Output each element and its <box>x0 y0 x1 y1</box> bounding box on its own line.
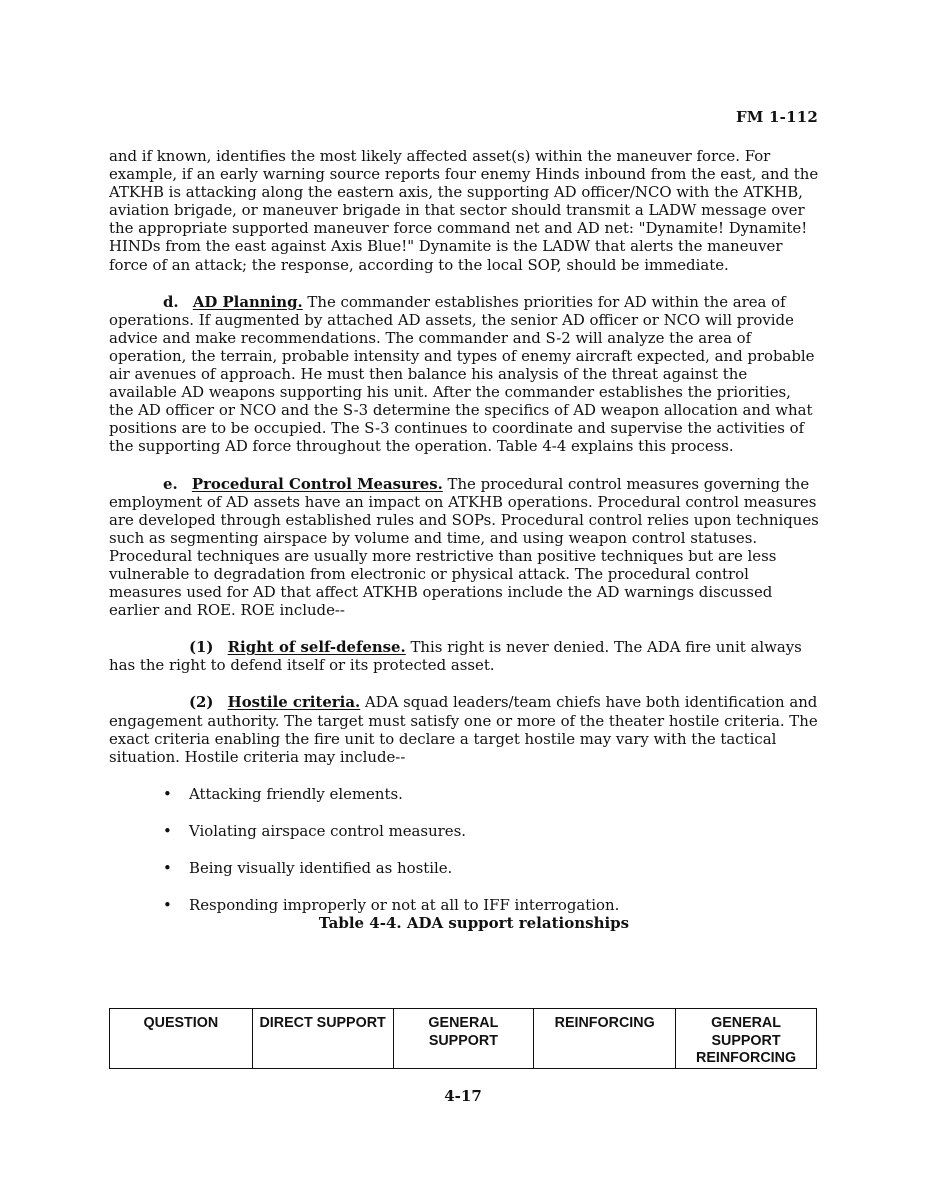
item-1-paragraph <box>109 638 819 674</box>
hostile-criteria-list <box>109 785 819 914</box>
section-e-paragraph <box>109 475 819 620</box>
list-item <box>109 822 819 840</box>
section-d-label: d. <box>163 292 179 311</box>
list-item <box>109 785 819 803</box>
list-item-text: Attacking friendly elements. <box>189 784 403 803</box>
section-e-heading: Procedural Control Measures. <box>191 474 443 493</box>
bullet-icon: • <box>163 896 172 915</box>
ada-support-table <box>109 1008 817 1069</box>
section-d-text: The commander establishes priorities for AD within the area of operations. If augmented by attached AD assets, the senior AD officer or NCO will provide advice and make recommendations. The commander and S-2 will analyze the area of operation, the terrain, probable intensity and types of enemy aircraft expected, and probable air avenues of approach. He must then balance his analysis of the threat against the available AD weapons supporting his unit. After the commander establishes the priorities, the AD officer or NCO and the S-3 determine the specifics of AD weapon allocation and what positions are to be occupied. The S-3 continues to coordinate and supervise the activities of the supporting AD force throughout the operation. Table 4-4 explains this process. <box>109 292 815 456</box>
section-d-heading: AD Planning. <box>192 292 303 311</box>
list-item <box>109 859 819 877</box>
page-body <box>109 147 819 932</box>
table-header-cell: DIRECT SUPPORT <box>252 1009 393 1069</box>
section-e-label: e. <box>163 474 178 493</box>
bullet-icon: • <box>163 784 172 803</box>
table-header-cell: GENERAL SUPPORT REINFORCING <box>676 1009 817 1069</box>
document-id-header: FM 1-112 <box>735 108 818 126</box>
bullet-icon: • <box>163 859 172 877</box>
table-title: Table 4-4. ADA support relationships <box>318 914 630 933</box>
table-header-row <box>110 1009 817 1069</box>
table-header-cell: GENERAL SUPPORT <box>393 1009 534 1069</box>
list-item <box>109 896 819 914</box>
item-2-text: ADA squad leaders/team chiefs have both identification and engagement authority. The target must satisfy one or more of the theater hostile criteria. The exact criteria enabling the fire unit to declare a target hostile may vary with the tactical situation. Hostile criteria may include-- <box>109 693 818 766</box>
section-d-paragraph <box>109 293 819 456</box>
list-item-text: Being visually identified as hostile. <box>189 859 453 877</box>
continuation-paragraph: and if known, identifies the most likely affected asset(s) within the maneuver force. For example, if an early warning source reports four enemy Hinds inbound from the east, and the ATKHB is attacking along the eastern axis, the supporting AD officer/NCO with the ATKHB, aviation brigade, or maneuver brigade in that sector should transmit a LADW message over the appropriate supported maneuver force command net and AD net: "Dynamite! Dynamite! HINDs from the east against Axis Blue!" Dynamite is the LADW that alerts the maneuver force of an attack; the response, according to the local SOP, should be immediate. <box>109 147 819 274</box>
item-2-label: (2) <box>189 693 214 712</box>
list-item-text: Responding improperly or not at all to IFF interrogation. <box>189 896 620 915</box>
table-header-cell: QUESTION <box>110 1009 253 1069</box>
table-header-cell: REINFORCING <box>534 1009 676 1069</box>
item-2-heading: Hostile criteria. <box>227 693 361 712</box>
item-1-label: (1) <box>189 638 214 657</box>
bullet-icon: • <box>163 821 172 840</box>
item-1-text: This right is never denied. The ADA fire unit always has the right to defend itself or its protected asset. <box>109 638 802 675</box>
section-e-text: The procedural control measures governing the employment of AD assets have an impact on ATKHB operations. Procedural control measures are developed through established rules and SOPs. Procedural control relies upon techniques such as segmenting airspace by volume and time, and using weapon control statuses. Procedural techniques are usually more restrictive than positive techniques but are less vulnerable to degradation from electronic or physical attack. The procedural control measures used for AD that affect ATKHB operations include the AD warnings discussed earlier and ROE. ROE include-- <box>109 474 819 620</box>
item-1-heading: Right of self-defense. <box>227 638 406 657</box>
list-item-text: Violating airspace control measures. <box>189 821 466 840</box>
page-number: 4-17 <box>444 1087 482 1105</box>
item-2-paragraph <box>109 693 819 765</box>
